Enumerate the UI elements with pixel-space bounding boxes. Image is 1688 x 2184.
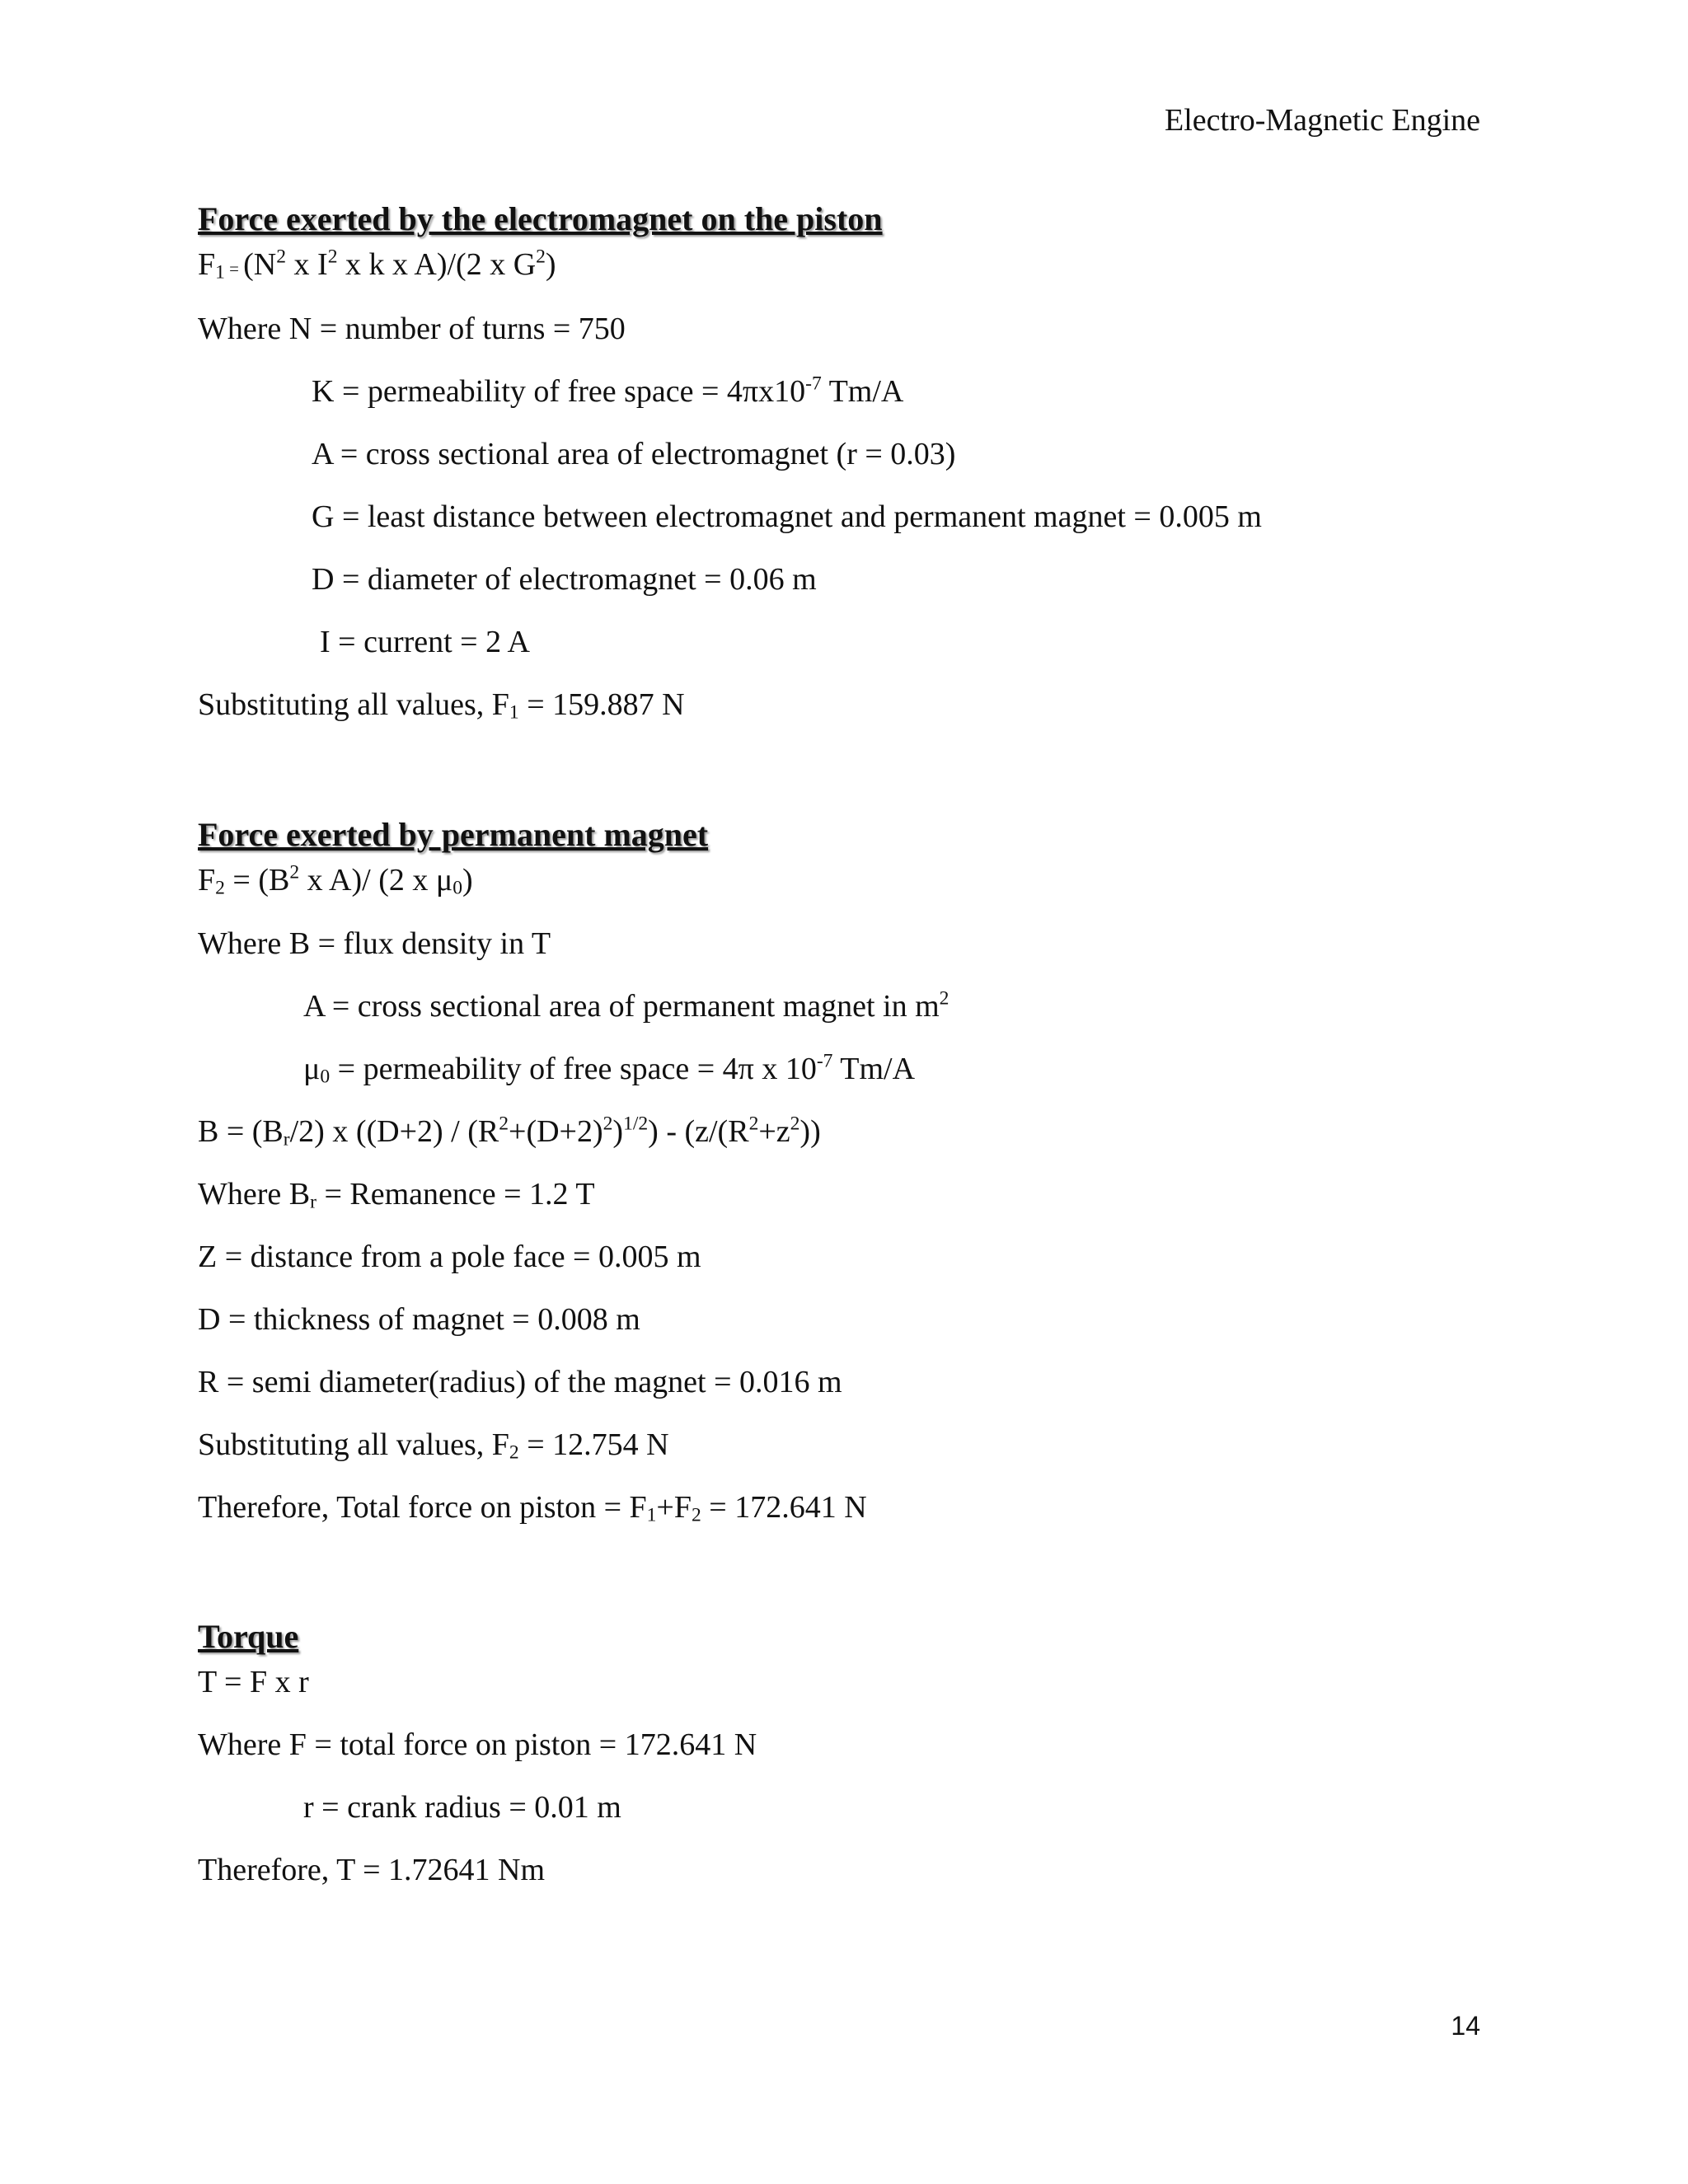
d-line: D = diameter of electromagnet = 0.06 m — [312, 562, 817, 597]
mu0-line: $\mu_0$ = permeability of free space = 4π x $10^{-7}$ Tm/A — [303, 1050, 916, 1088]
a-line: A = cross sectional area of electromagnet (r = 0.03) — [312, 437, 956, 471]
section-heading-permanent-magnet-force: Force exerted by permanent magnet — [198, 816, 709, 853]
formula-b: $B = (B_r/2)$ x $((D+2) / (R^2+(D+2)^2)^{1/2}) - (z/(R^2+z^2))$ — [198, 1113, 821, 1151]
section-heading-electromagnet-force: Force exerted by the electromagnet on the piston — [198, 200, 883, 237]
formula-f2: $F_2 = (B^2$ x A)/ (2 x $\mu_0$) — [198, 861, 473, 899]
section-heading-torque: Torque — [198, 1618, 299, 1655]
torque-result: Therefore, T = 1.72641 Nm — [198, 1853, 546, 1887]
g-line: G = least distance between electromagnet and permanent magnet = 0.005 m — [312, 499, 1262, 534]
running-header: Electro-Magnetic Engine — [1164, 103, 1480, 138]
f1-result: Substituting all values, $F_1 = 159.887$ N — [198, 687, 685, 724]
magnet-area-line: A = cross sectional area of permanent magnet in $m^2$ — [303, 987, 950, 1024]
k-line: K = permeability of free space = $4\pi x10^{-7}$ Tm/A — [312, 373, 904, 409]
formula-f1: $F_1 = (N^2$ x $I^2$ x k x A)/(2 x $G^2$) — [198, 246, 556, 284]
z-line: Z = distance from a pole face = 0.005 m — [198, 1240, 701, 1274]
radius-line: R = semi diameter(radius) of the magnet = 0.016 m — [198, 1365, 842, 1399]
where-n-line: Where N = number of turns = 750 — [198, 312, 626, 346]
thickness-line: D = thickness of magnet = 0.008 m — [198, 1302, 640, 1337]
where-f-line: Where F = total force on piston = 172.641 N — [198, 1727, 757, 1762]
where-b-line: Where B = flux density in T — [198, 926, 551, 961]
f2-result: Substituting all values, $F_2 = 12.754$ N — [198, 1427, 669, 1464]
crank-radius-line: r = crank radius = 0.01 m — [303, 1790, 621, 1825]
page-number: 14 — [1451, 2011, 1480, 2041]
i-line: I = current = 2 A — [320, 625, 530, 659]
total-force-line: Therefore, Total force on piston = $F_1+F_2 = 172.641$ N — [198, 1490, 867, 1526]
where-br-line: Where $B_r$ = Remanence = 1.2 T — [198, 1177, 595, 1213]
torque-formula: T = F x r — [198, 1665, 309, 1699]
